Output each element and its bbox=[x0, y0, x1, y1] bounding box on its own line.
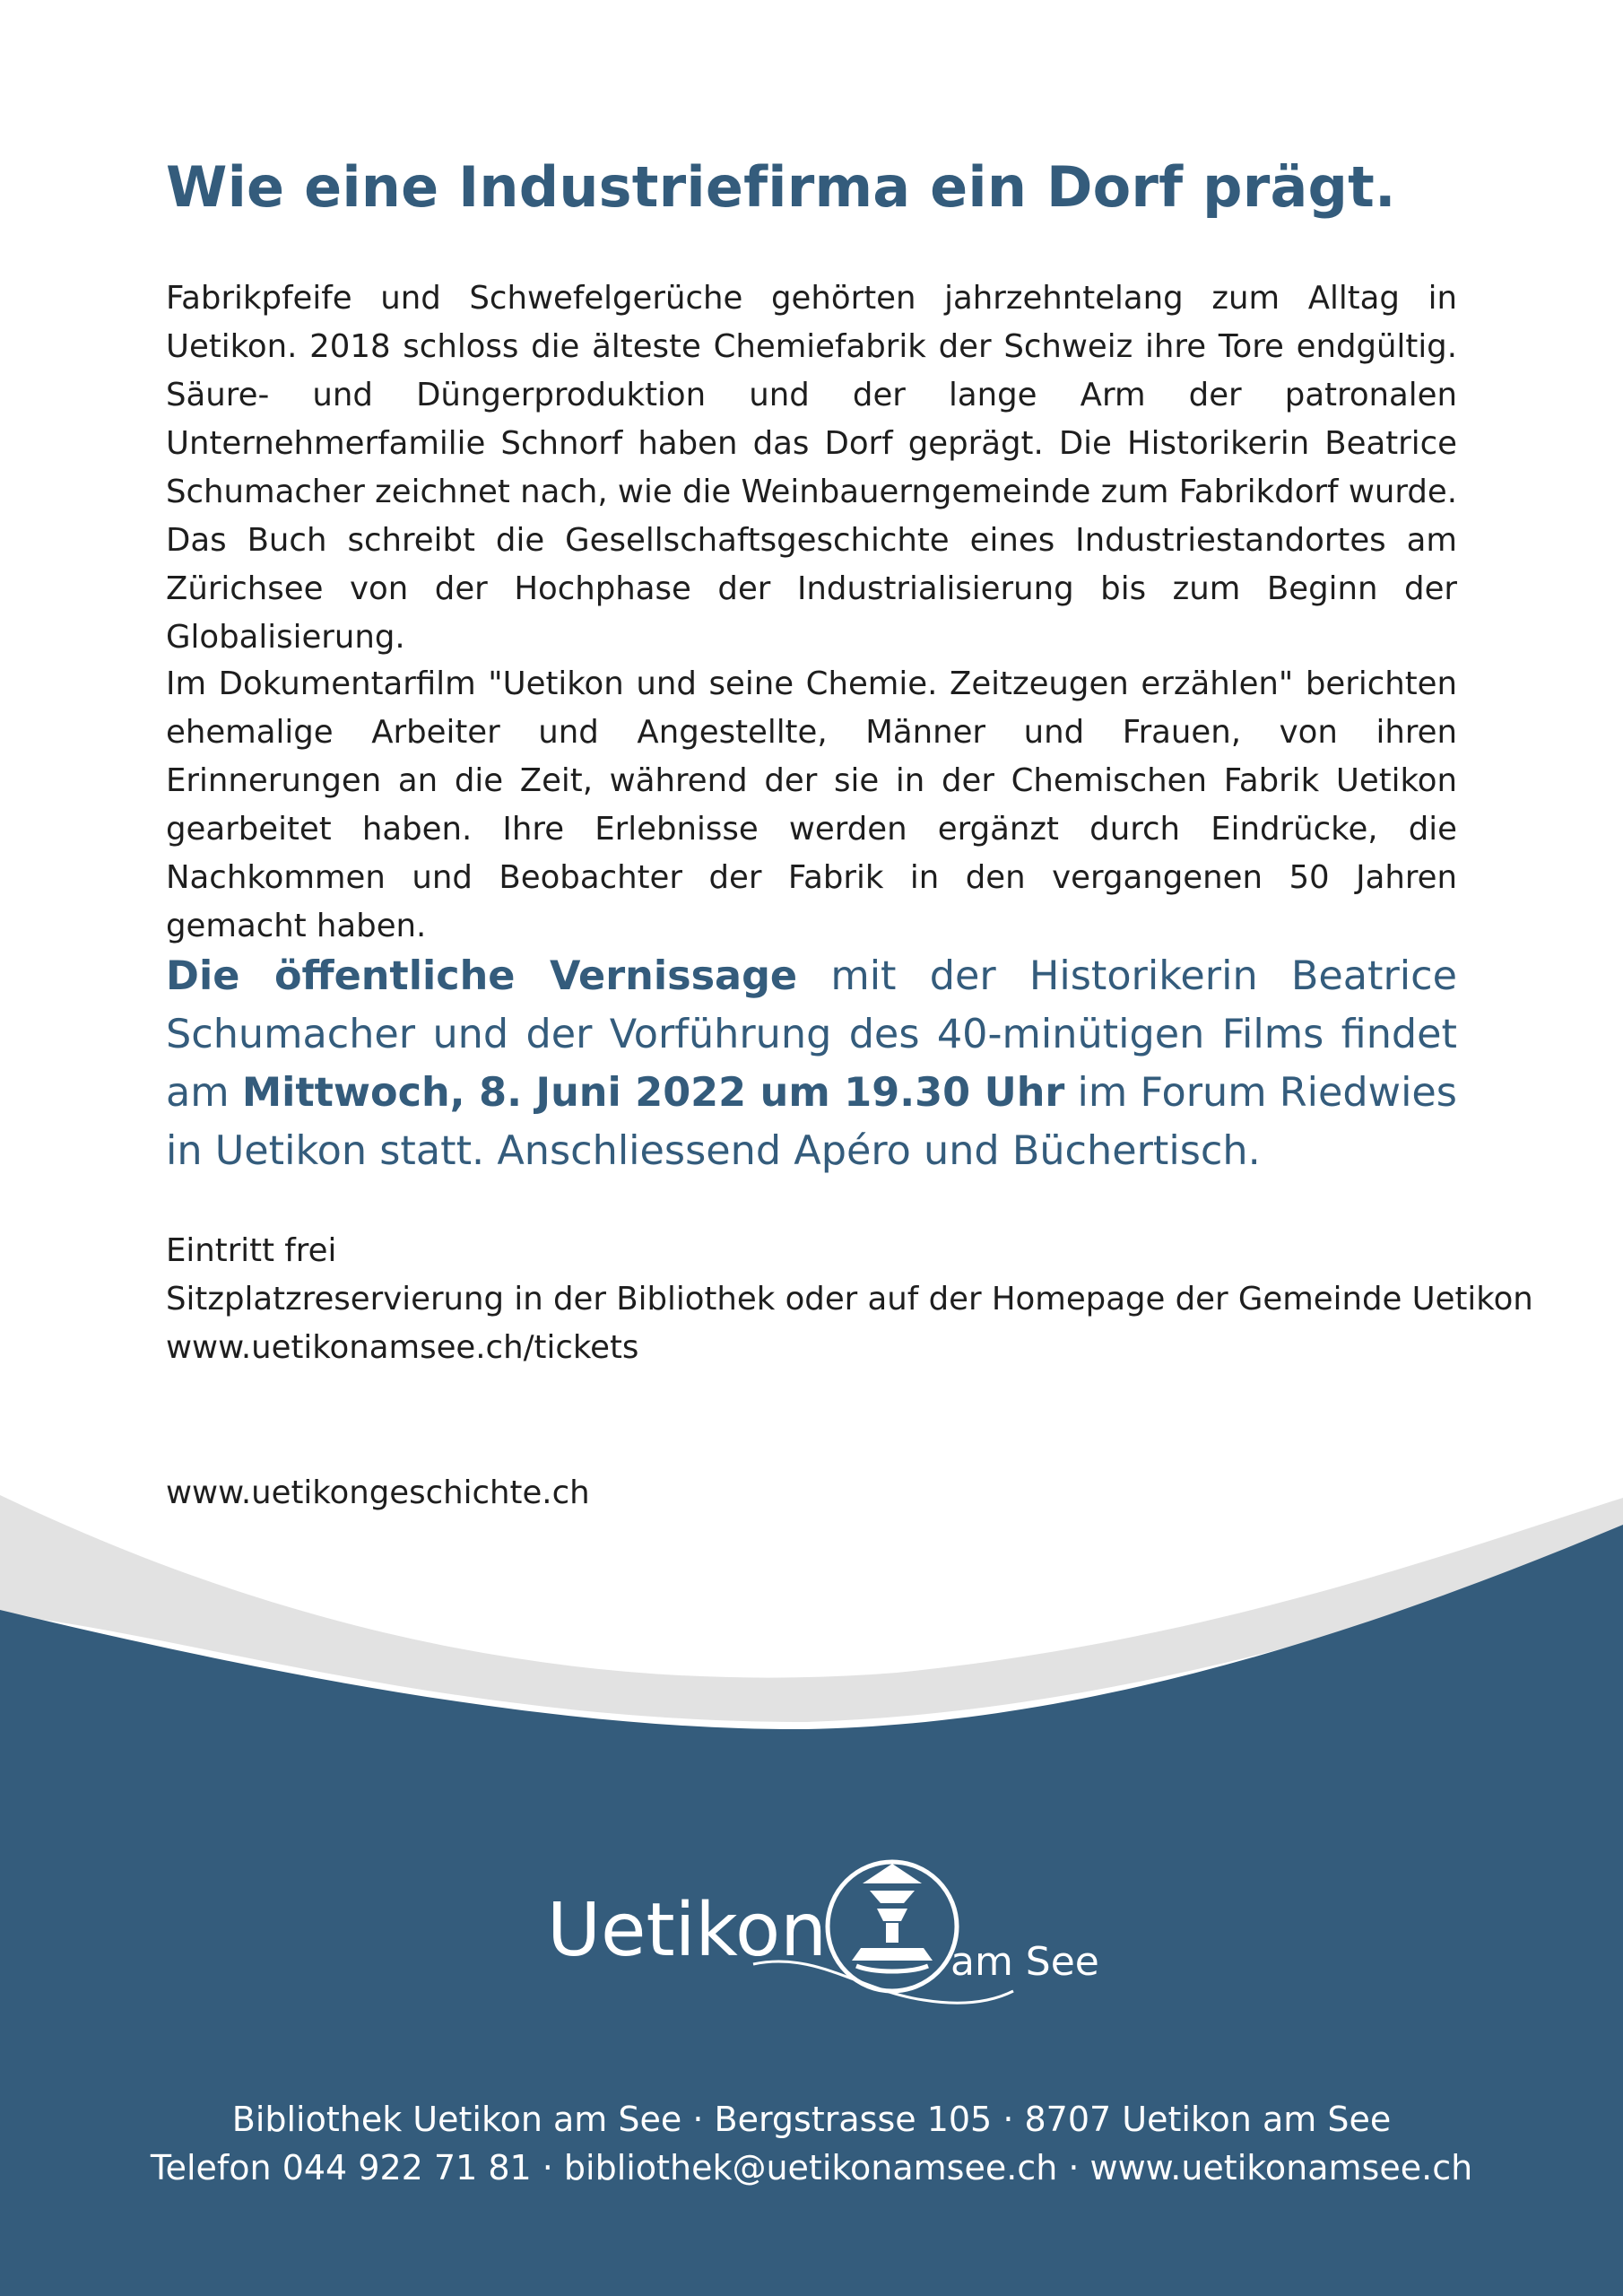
uetikon-crest-icon bbox=[828, 1862, 957, 1991]
announcement-text-1: mit der Historikerin Beatrice Schumacher und der Vorführung des 40-minütigen Films findet am bbox=[166, 953, 1457, 1116]
reservation-text: Sitzplatzreservierung in der Bibliothek oder auf der Homepage der Gemeinde Uetikon bbox=[166, 1281, 1533, 1318]
announcement-text-2: im Forum Riedwies in Uetikon statt. Anschliessend Apéro und Büchertisch. bbox=[166, 1070, 1457, 1174]
footer-contact bbox=[0, 2095, 1623, 2192]
announcement-date: Mittwoch, 8. Juni 2022 um 19.30 Uhr bbox=[241, 1070, 1065, 1116]
film-paragraph: Im Dokumentarfilm "Uetikon und seine Chemie. Zeitzeugen erzählen" berichten ehemalige Arbeiter und Angestellte, Männer und Frauen, von ihren Erinnerungen an die Zeit, während der sie in der Chemischen Fabrik Uetikon gearbeitet haben. Ihre Erlebnisse werden ergänzt durch Eindrücke, die Nachkommen und Beobachter der Fabrik in den vergangenen 50 Jahren gemacht haben. bbox=[166, 665, 1457, 944]
logo-suffix: am See bbox=[950, 1939, 1099, 1985]
admission-text: Eintritt frei bbox=[166, 1232, 337, 1269]
footer-address: Bibliothek Uetikon am See · Bergstrasse 105 · 8707 Uetikon am See bbox=[231, 2100, 1392, 2139]
uetikon-logo bbox=[547, 1857, 1103, 2018]
announcement-bold-1: Die öffentliche Vernissage bbox=[166, 953, 798, 999]
logo-wordmark: Uetikon bbox=[547, 1888, 828, 1973]
page-title: Wie eine Industriefirma ein Dorf prägt. bbox=[166, 154, 1396, 220]
event-info bbox=[166, 1227, 1533, 1372]
intro-paragraph: Fabrikpfeife und Schwefelgerüche gehörten jahrzehntelang zum Alltag in Uetikon. 2018 schloss die älteste Chemiefabrik der Schweiz ihre Tore endgültig. Säure- und Düngerproduktion und der lange Arm der patronalen Unternehmerfamilie Schnorf haben das Dorf geprägt. Die Historikerin Beatrice Schumacher zeichnet nach, wie die Weinbauerngemeinde zum Fabrikdorf wurde. Das Buch schreibt die Gesellschaftsgeschichte eines Industriestandortes am Zürichsee von der Hochphase der Industrialisierung bis zum Beginn der Globalisierung. bbox=[166, 280, 1457, 656]
tickets-link[interactable]: www.uetikonamsee.ch/tickets bbox=[166, 1329, 639, 1366]
history-website bbox=[166, 1469, 1457, 1518]
footer-contact-line: Telefon 044 922 71 81 · bibliothek@uetikonamsee.ch · www.uetikonamsee.ch bbox=[150, 2148, 1473, 2187]
history-link[interactable]: www.uetikongeschichte.ch bbox=[166, 1474, 590, 1511]
event-announcement bbox=[166, 947, 1457, 1180]
